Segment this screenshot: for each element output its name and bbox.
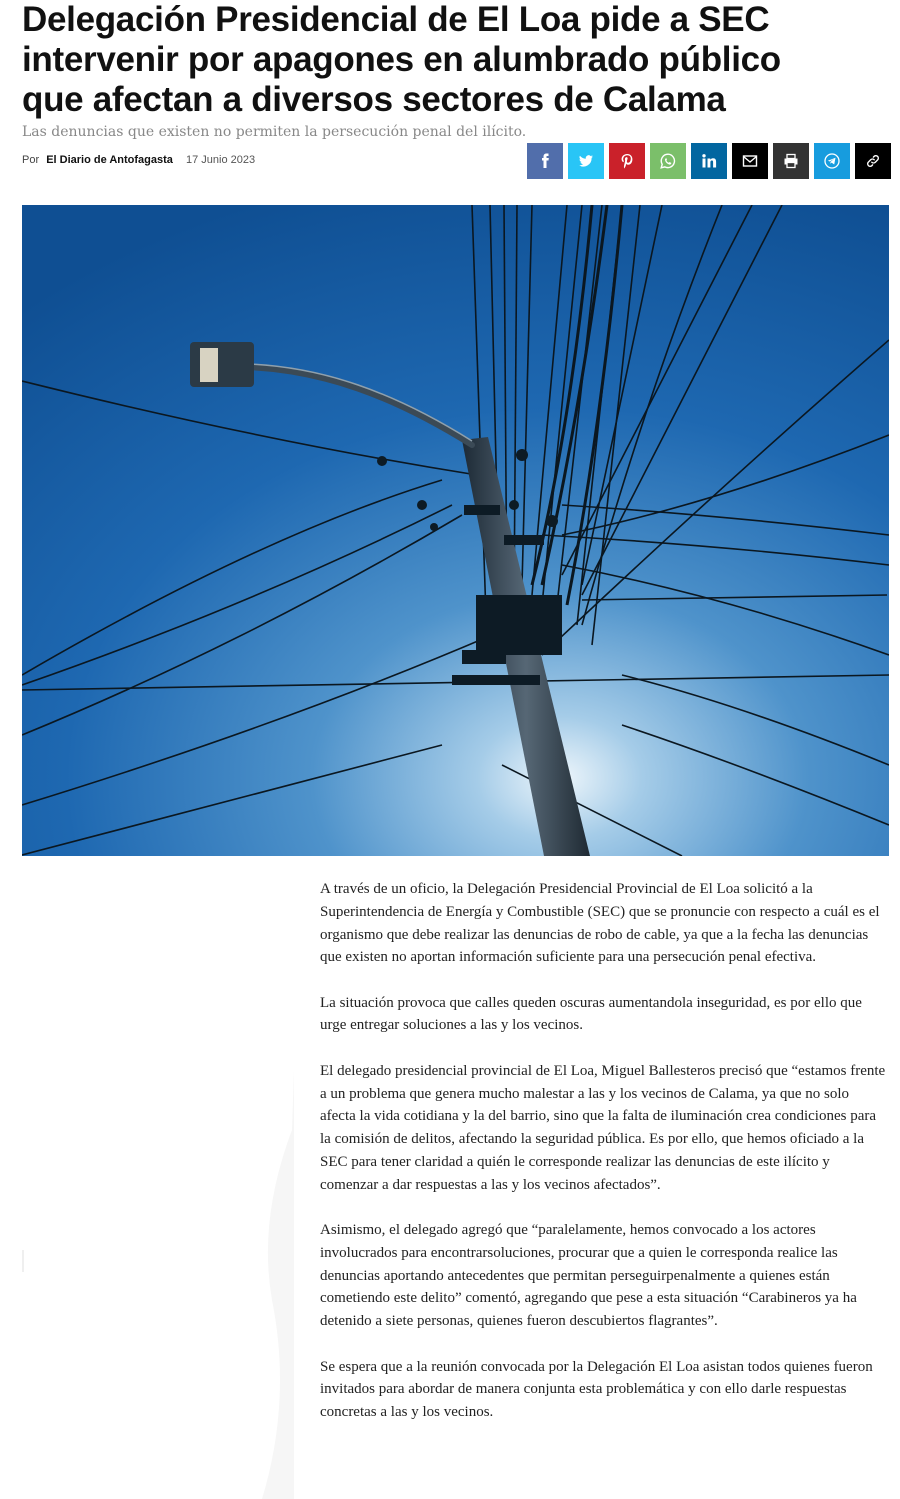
email-icon — [742, 153, 758, 169]
article-title: Delegación Presidencial de El Loa pide a SEC intervenir por apagones en alumbrado público que afectan a diversos sectores de Calama — [22, 0, 781, 119]
publish-date: 17 Junio 2023 — [185, 154, 256, 166]
print-icon — [783, 153, 799, 169]
telegram-icon — [824, 153, 840, 169]
whatsapp-icon — [660, 153, 676, 169]
share-twitter-button[interactable] — [568, 143, 604, 179]
share-print-button[interactable] — [773, 143, 809, 179]
share-pinterest-button[interactable] — [609, 143, 645, 179]
share-email-button[interactable] — [732, 143, 768, 179]
twitter-icon — [578, 153, 594, 169]
article-subtitle: Las denuncias que existen no permiten la persecución penal del ilícito. — [22, 124, 527, 140]
copy-link-button[interactable] — [855, 143, 891, 179]
share-whatsapp-button[interactable] — [650, 143, 686, 179]
author-link[interactable]: El Diario de Antofagasta — [46, 154, 173, 166]
article-paragraph: A través de un oficio, la Delegación Presidencial Provincial de El Loa solicitó a la Superintendencia de Energía y Combustible (SEC) que se pronuncie con respecto a cuál es el organismo que debe realizar las denuncias de robo de cable, ya que a la fecha las denuncias que existen no aportan información suficiente para una persecución penal efectiva. — [320, 881, 880, 966]
article-paragraph: El delegado presidencial provincial de El Loa, Miguel Ballesteros precisó que “estamos frente a un problema que genera mucho malestar a las y los vecinos de Calama, ya que no solo afecta la vida cotidiana y la del barrio, sino que la falta de iluminación crea condiciones para la comisión de delitos, afectando la seguridad pública. Es por ello, que hemos oficiado a la SEC para tener claridad a quién le corresponde realizar las denuncias de este ilícito y comenzar a dar respuestas a las y los vecinos afectados”. — [320, 1062, 886, 1193]
share-linkedin-button[interactable] — [691, 143, 727, 179]
faint-decoration — [22, 1070, 294, 1499]
article-paragraph: La situación provoca que calles queden oscuras aumentandola inseguridad, es por ello que urge entregar soluciones a las y los vecinos. — [320, 994, 862, 1034]
article-body — [320, 878, 888, 1446]
linkedin-icon — [701, 153, 717, 169]
share-bar — [527, 143, 891, 179]
article-paragraph: Asimismo, el delegado agregó que “paralelamente, hemos convocado a los actores involucrados para encontrarsoluciones, procurar que a quien le corresponda realice las denuncias aportando antecedentes que permitan perseguirpenalmente a quienes están cometiendo este delito” comentó, agregando que pese a esta situación “Carabineros ya ha detenido a siete personas, quienes fueron descubiertos flagrantes”. — [320, 1222, 857, 1330]
pinterest-icon — [619, 153, 635, 169]
article-meta — [22, 154, 255, 166]
facebook-icon — [537, 153, 553, 169]
link-icon — [865, 153, 881, 169]
share-telegram-button[interactable] — [814, 143, 850, 179]
share-facebook-button[interactable] — [527, 143, 563, 179]
article-paragraph: Se espera que a la reunión convocada por la Delegación El Loa asistan todos quienes fueron invitados para abordar de manera conjunta esta problemática y con ello darle respuestas concretas a las y los vecinos. — [320, 1358, 873, 1421]
by-label: Por — [22, 154, 40, 166]
hero-image — [22, 205, 889, 856]
street-light-pole-illustration — [22, 205, 889, 856]
